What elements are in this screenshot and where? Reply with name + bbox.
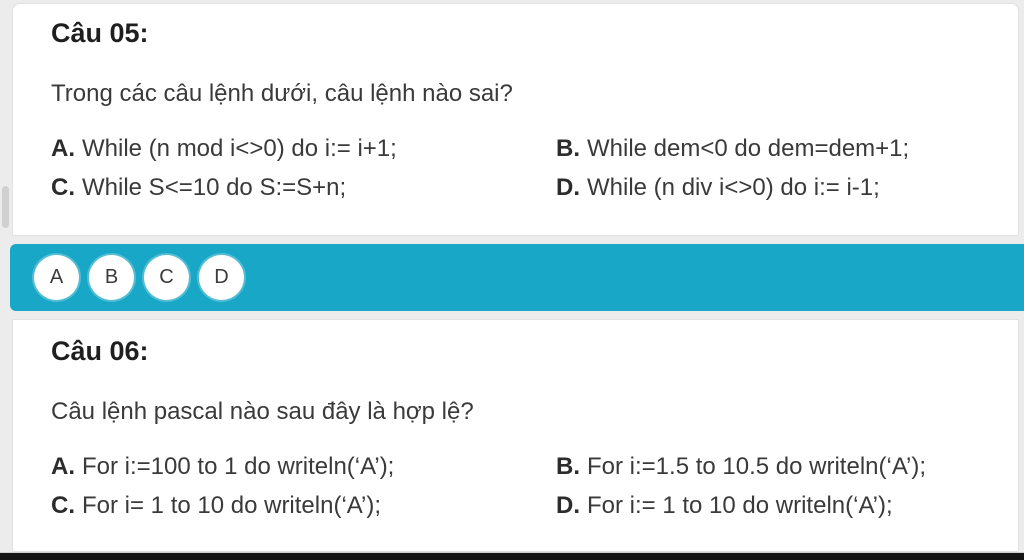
option-letter: B. [556,453,580,480]
option-letter: D. [556,174,580,201]
option-d [556,492,998,519]
question-number: Câu 06: [51,336,149,366]
question-prompt: Trong các câu lệnh dưới, câu lệnh nào sai? [51,80,513,107]
option-letter: A. [51,453,75,480]
bottom-bar [0,553,1024,560]
option-text: While (n mod i<>0) do i:= i+1; [82,135,397,162]
question-number: Câu 05: [51,18,149,48]
option-text: For i:= 1 to 10 do writeln(‘A’); [587,492,893,519]
option-text: For i= 1 to 10 do writeln(‘A’); [82,492,382,519]
option-letter: C. [51,492,75,519]
option-c [51,174,556,201]
options-grid [51,135,998,201]
options-grid [51,453,998,519]
option-b [556,135,998,162]
option-letter: B. [556,135,580,162]
option-d [556,174,998,201]
option-c [51,492,556,519]
question-prompt: Câu lệnh pascal nào sau đây là hợp lệ? [51,398,474,425]
option-text: For i:=100 to 1 do writeln(‘A’); [82,453,395,480]
answer-bar [10,244,1024,311]
answer-choice-b[interactable]: B [89,255,134,300]
option-a [51,135,556,162]
answer-choice-a[interactable]: A [34,255,79,300]
option-text: While S<=10 do S:=S+n; [82,174,347,201]
option-letter: A. [51,135,75,162]
scrollbar-thumb[interactable] [2,186,9,228]
option-text: While dem<0 do dem=dem+1; [587,135,910,162]
option-a [51,453,556,480]
option-text: While (n div i<>0) do i:= i-1; [587,174,880,201]
question-card-06 [12,319,1019,552]
question-card-05 [12,3,1019,236]
option-text: For i:=1.5 to 10.5 do writeln(‘A’); [587,453,927,480]
option-letter: C. [51,174,75,201]
option-b [556,453,998,480]
answer-choice-c[interactable]: C [144,255,189,300]
answer-choice-d[interactable]: D [199,255,244,300]
option-letter: D. [556,492,580,519]
